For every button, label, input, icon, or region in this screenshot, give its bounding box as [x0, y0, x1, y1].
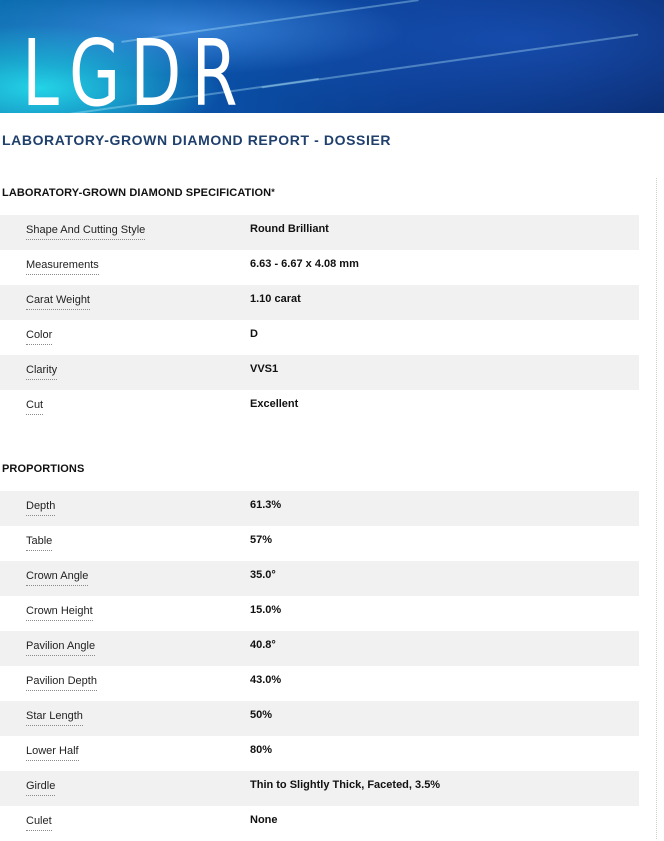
- spec-value: Excellent: [250, 398, 299, 410]
- prop-value: 57%: [250, 534, 273, 546]
- proportions-table: [0, 491, 639, 841]
- spec-label[interactable]: Shape And Cutting Style: [26, 224, 145, 240]
- prop-value: 15.0%: [250, 604, 282, 616]
- prop-row-table: [0, 526, 639, 561]
- prop-value: 35.0°: [250, 569, 276, 581]
- prop-label[interactable]: Pavilion Angle: [26, 640, 95, 656]
- prop-row-pavilion-angle: [0, 631, 639, 666]
- specification-table: [0, 215, 639, 425]
- spec-row-clarity: [0, 355, 639, 390]
- prop-label[interactable]: Lower Half: [26, 745, 79, 761]
- page-edge-divider: [656, 178, 658, 839]
- lgdr-logo: LGDR: [22, 20, 248, 113]
- spec-value: D: [250, 328, 258, 340]
- spec-label[interactable]: Cut: [26, 399, 43, 415]
- spec-label[interactable]: Color: [26, 329, 52, 345]
- prop-value: 43.0%: [250, 674, 282, 686]
- spec-value: Round Brilliant: [250, 223, 329, 235]
- specification-heading: [2, 187, 275, 199]
- prop-row-culet: [0, 806, 639, 841]
- prop-row-crown-angle: [0, 561, 639, 596]
- prop-row-pavilion-depth: [0, 666, 639, 701]
- spec-label[interactable]: Carat Weight: [26, 294, 90, 310]
- header-banner: [0, 0, 664, 113]
- prop-label[interactable]: Table: [26, 535, 52, 551]
- prop-value: Thin to Slightly Thick, Faceted, 3.5%: [250, 779, 441, 791]
- prop-value: 50%: [250, 709, 273, 721]
- prop-value: 40.8°: [250, 639, 276, 651]
- prop-label[interactable]: Star Length: [26, 710, 83, 726]
- prop-label[interactable]: Crown Angle: [26, 570, 88, 586]
- prop-value: 61.3%: [250, 499, 282, 511]
- prop-label[interactable]: Pavilion Depth: [26, 675, 97, 691]
- prop-value: 80%: [250, 744, 273, 756]
- prop-label[interactable]: Depth: [26, 500, 55, 516]
- prop-label[interactable]: Girdle: [26, 780, 55, 796]
- spec-value: VVS1: [250, 363, 279, 375]
- spec-row-shape: [0, 215, 639, 250]
- spec-value: 6.63 - 6.67 x 4.08 mm: [250, 258, 359, 270]
- prop-row-depth: [0, 491, 639, 526]
- proportions-heading: PROPORTIONS: [2, 463, 85, 475]
- spec-value: 1.10 carat: [250, 293, 301, 305]
- spec-label[interactable]: Measurements: [26, 259, 99, 275]
- spec-label[interactable]: Clarity: [26, 364, 57, 380]
- prop-value: None: [250, 814, 278, 826]
- spec-row-carat: [0, 285, 639, 320]
- specification-heading-text: LABORATORY-GROWN DIAMOND SPECIFICATION: [2, 187, 272, 199]
- prop-row-crown-height: [0, 596, 639, 631]
- specification-heading-asterisk: *: [271, 187, 275, 197]
- prop-label[interactable]: Crown Height: [26, 605, 93, 621]
- prop-row-lower-half: [0, 736, 639, 771]
- prop-row-star-length: [0, 701, 639, 736]
- spec-row-color: [0, 320, 639, 355]
- prop-row-girdle: [0, 771, 639, 806]
- spec-row-cut: [0, 390, 639, 425]
- spec-row-measurements: [0, 250, 639, 285]
- prop-label[interactable]: Culet: [26, 815, 52, 831]
- report-title: LABORATORY-GROWN DIAMOND REPORT - DOSSIER: [2, 132, 392, 148]
